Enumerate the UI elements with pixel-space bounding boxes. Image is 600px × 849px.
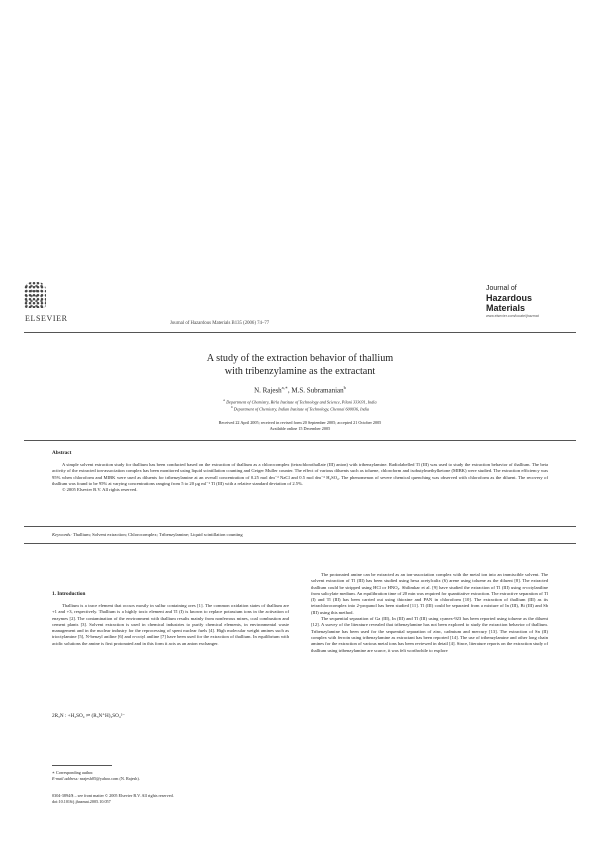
keywords-label: Keywords: (52, 532, 72, 537)
affiliation-a-text: Department of Chemistry, Birla Institute of Technology and Science, Pilani 333031, India (226, 399, 377, 405)
author-2: M.S. Subramanian (291, 386, 344, 395)
journal-logo-line3: Materials (486, 303, 526, 313)
section-heading-introduction: 1. Introduction (52, 591, 86, 597)
abstract-top-rule (24, 440, 576, 441)
author-2-marks: b (343, 385, 346, 390)
page-footer (52, 793, 289, 804)
body-top-rule (24, 543, 576, 544)
footnote-rule (52, 765, 112, 766)
equation-1: 2R₃N : +H₂SO₄ ⇌ (R₃N⁺H)₂SO₄²⁻ (52, 713, 125, 719)
author-1-marks: a,∗ (281, 385, 288, 390)
abstract-heading: Abstract (52, 450, 72, 456)
article-title-line2: with tribenzylamine as the extractant (224, 366, 376, 377)
dates-online: Available online 15 December 2005 (269, 425, 331, 431)
elsevier-logo-text: ELSEVIER (25, 314, 68, 323)
footnote-corresponding-text: Corresponding author. (55, 770, 94, 775)
header-rule (24, 332, 576, 333)
article-dates (0, 420, 600, 431)
affiliation-b-mark: b (230, 404, 233, 409)
author-separator: , (287, 386, 292, 395)
affiliations (0, 398, 600, 412)
intro-paragraph-1-text: Thallium is a trace element that occurs mostly in sulfur containing ores [1]. The common oxidation states of thallium are +1 and +3, respectively. Thallium is a highly toxic element and Tl (I) is known to replace potassium ions in the activation of enzymes [2]. The contamination of the environment with thallium results mainly from nonferrous mines, coal combustion and cement plants [3]. Solvent extraction is used in chemical industries to purify chemical elements, in environmental waste management and in the nuclear industry for the reprocessing of spent nuclear fuels [4]. High molecular weight amines such as trioctylamine [5], N-benzyl aniline [6] and n-octyl aniline [7] have been used for the extraction of thallium. In equilibrium with acidic solutions the amine is first protonated and in this form it acts as an anion exchanger. (52, 603, 289, 646)
journal-logo-line1: Journal of (486, 285, 517, 292)
affiliation-b (0, 405, 600, 412)
footer-issn: 0304-3894/$ – see front matter © 2005 Elsevier B.V. All rights reserved. (52, 793, 174, 798)
abstract-copyright: © 2005 Elsevier B.V. All rights reserved. (62, 487, 138, 493)
journal-logo-line2: Hazardous (486, 293, 533, 303)
abstract-body (52, 462, 548, 493)
footnote-email-address: nrajesh05@yahoo.com (N. Rajesh). (79, 775, 140, 781)
footnote-email (52, 776, 289, 782)
article-title-line1: A study of the extraction behavior of thallium (206, 353, 394, 364)
affiliation-b-text: Department of Chemistry, Indian Institute of Technology, Chennai 600036, India (233, 406, 370, 412)
affiliation-a-mark: a (223, 398, 226, 402)
footer-doi: doi:10.1016/j.jhazmat.2005.10.057 (52, 798, 111, 804)
intro-paragraph-3: The sequential separation of Ga (III), In (III) and Tl (III) using cyanex-923 has been reported using toluene as the diluent [12]. A survey of the literature revealed that tribenzylamine has not been explored to study the extraction behavior of thallium. Tribenzylamine has been used for the sequential separation of zinc, cadmium and mercury [13]. The extraction of Sn (II) complex with ferroin using tribenzylamine as extractant has been reported [14]. The use of tribenzylamine and other long chain amines for the extraction of various metal ions has been reviewed in detail [4]. Since, literature reports on the extraction study of thallium using tribenzylamine are scarce, it was felt worthwhile to explore (311, 616, 548, 653)
dates-history: Received 22 April 2005; received in revised form 20 September 2005; accepted 21 October 2005 (218, 420, 382, 425)
journal-citation: Journal of Hazardous Materials B135 (2006) 74–77 (170, 321, 270, 326)
intro-paragraph-1 (52, 603, 289, 647)
abstract-text: A simple solvent extraction study for thallium has been conducted based on the extraction of thallium as a chlorocomplex (tetrachlorothallate (III) anion) with tribenzylamine. Radiolabelled Tl (III) was used to study the extraction behavior of thallium. The beta activity of the extracted ion-association complex has been monitored using liquid scintillation counting and Geiger Muller counter. The effect of various diluents such as toluene, chloroform and isobutylmethylketone (MIBK) were studied. The extraction efficiency was 95% when chloroform and MIBK were used as diluents for tribenzylamine at an overall concentration of 0.25 mol dm⁻³ NaCl and 0.5 mol dm⁻³ H₂SO₄. The phenomenon of severe chemical quenching was observed with chloroform as the diluent. The recovery of thallium was found to be 95% at varying concentrations ranging from 5 to 20 µg ml⁻¹ Tl (III) with a relative standard deviation of 2.5%. (52, 462, 548, 486)
footnote-mark: ∗ (52, 770, 55, 775)
right-column (311, 572, 548, 654)
journal-url: www.elsevier.com/locate/jhazmat (486, 314, 539, 318)
article-title (0, 352, 600, 378)
author-1: N. Rajesh (254, 386, 282, 395)
author-list (0, 385, 600, 394)
intro-paragraph-2: The protonated amine can be extracted as an ion-association complex with the metal ion into an immiscible solvent. The solvent extraction of Tl (III) has been studied using hexa acetylcalix (6) arene using toluene as the diluent [8]. The extracted thallium could be stripped using HCl or HNO₃. Shilimkar et al. [9] have studied the extraction of Tl (III) using n-octylaniline from salicylate medium. An equilibration time of 20 min was required for quantitative extraction. The extractive separation of Tl (I) and Tl (III) has been carried out using thioxine and PAN in chloroform [10]. The extraction of thallium (III) as its tetrachlorocomplex into 2-propanol has been studied [11]. Tl (III) could be separated from a mixture of In (III), Bi (III) and Sb (III) using this method. (311, 572, 548, 615)
elsevier-tree-logo (24, 282, 46, 308)
footnote (52, 770, 289, 781)
keywords-rule (24, 526, 576, 527)
keywords-text: Thallium; Solvent extraction; Chlorocomplex; Tribenzylamine; Liquid scintillation counting (72, 532, 243, 537)
journal-logo (486, 285, 560, 319)
footnote-email-label: E-mail address: (52, 775, 79, 781)
keywords (52, 532, 548, 538)
affiliation-a (0, 398, 600, 405)
